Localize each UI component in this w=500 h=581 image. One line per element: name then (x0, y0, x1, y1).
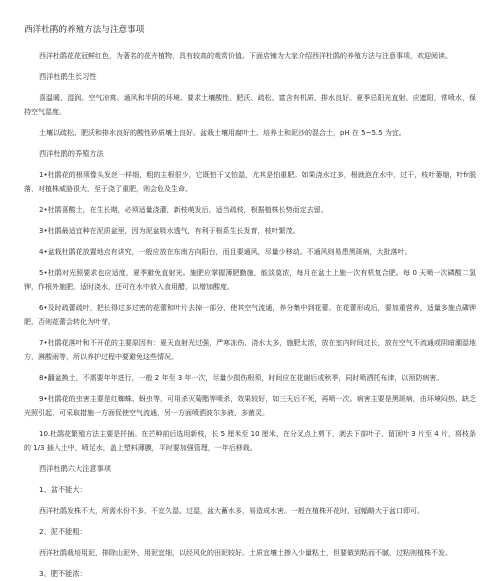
paragraph: 10.杜鹃花繁殖方法主要是扦插。在芒种前后选用新枝，长 5 厘米至 10 厘米，在分叉点上剪下，剥去下部叶子，留顶叶 3 片至 4 片，将枝条的 1/3 插入土中，喷足水，盖上塑料薄膜，平时要加强管理，一年后移栽。 (24, 430, 476, 452)
section-heading: 西洋杜鹃的养殖方法 (39, 149, 104, 158)
paragraph: 喜温暖、湿润、空气凉爽、通风和半阴的环境。要求土壤酸性、肥沃、疏松、富含有机质、排水良好。夏季忌阳光直射、应遮阳，常喷水，保持空气湿度。 (24, 94, 476, 116)
paragraph: 2•杜鹃喜酸土，在生长期，必须适量浇灌，新枝萌发后，适当疏枝，根据植株长势而定去留。 (39, 206, 328, 214)
section-heading: 3、肥不能浓： (39, 569, 87, 578)
paragraph: 7•杜鹃花落叶和不开花的主要原因有：夏天直射光过强，严寒冻伤、浇水太多，施肥太浓，放在室内时间过长，放在空气不流通或阴暗潮湿地方，淋酸雨等，所以养护过程中要避免这些情况。 (24, 339, 476, 361)
paragraph: 土壤以疏松、肥沃和排水良好的酸性砂质壤土良好。盆栽土壤用腐叶土、培养土和泥沙的混合土，pH 在 5~5.5 为宜。 (39, 129, 406, 137)
article-title: 西洋杜鹃的养殖方法与注意事项 (24, 25, 145, 35)
paragraph: 8•翻盆换土，不需要年年进行，一般 2 年至 3 年一次，尽量少损伤根须，时间应在花谢后或秋季，同时喷洒托布津，以预防病害。 (39, 374, 444, 382)
paragraph: 西洋杜鹃花花冠鲜红色，为著名的花卉植物，具有较高的观赏价值。下面店铺为大家介绍西洋杜鹃的养殖方法与注意事项，欢迎阅读。 (39, 52, 452, 60)
section-heading: 西洋杜鹃六大注意事项 (39, 464, 111, 473)
section-heading: 2、泥不能粗： (39, 527, 87, 536)
paragraph: 3•杜鹃最适宜种在泥质盆里，因为泥盆吸水透气，有利于根系生长发育，枝叶繁茂。 (39, 227, 300, 235)
paragraph: 西洋杜鹃发株不大，所需水份不多，不宜久湿、过湿，盆大蓄水多，易造成水害。一般在植株开花时，冠幅略大于盆口即可。 (39, 507, 424, 515)
paragraph: 1•杜鹃花的根须像头发丝一样细，粗的主根很少，它既怕干又怕湿，尤其是怕重肥。如果浇水过多，根就泡在水中，过干，枝叶萎缩，叶fr脱落，对植株威胁很大，至于浇了重肥，则会危及生命。 (24, 171, 476, 193)
paragraph: 6•及时疏蕾疏叶，把长得过多过密的花蕾和叶片去掉一部分，使其空气流通，养分集中到花蕾。在花蕾形成后，要加重营养，适量多施点磷钾肥，否则花蕾会转化为叶芽。 (24, 304, 476, 326)
paragraph: 9•杜鹃花的虫害主要是红蜘蛛、蚜虫等，可用杀灭菊酯等喷杀，效果较好，如三天后不死，再喷一次。病害主要是黑斑病，由环境闷热、缺乏光照引起，可采取措施一方面促使空气流通，另一方面喷洒波尔多液、多菌灵。 (24, 395, 476, 417)
section-heading: 西洋杜鹃生长习性 (39, 72, 97, 81)
paragraph: 4•盆栽杜鹃花放置地点有讲究，一般应放在东南方向阳台，而且要通风，尽量少移动。不通风则易患黑斑病，大批落叶。 (39, 248, 412, 256)
article-body (24, 49, 476, 581)
section-heading: 1、盆不能大： (39, 485, 87, 494)
paragraph: 5•杜鹃对光照要求也应适度，夏季避免直射光。施肥应掌握薄肥勤施，能淡莫浓，每月在盆土上施一次有机复合肥。每 0 天喷一次磷酸二氢钾，作根外施肥。适时浇水，还可在水中放入食用醋，以增加酸度。 (24, 269, 476, 291)
paragraph: 西洋杜鹃栽培用泥，排除山泥外，用泥宜细，以经风化的田泥较好。土质宜壤土掺入少量粘土，但要做到粘而不腻，过粘则植株不发。 (39, 549, 452, 557)
